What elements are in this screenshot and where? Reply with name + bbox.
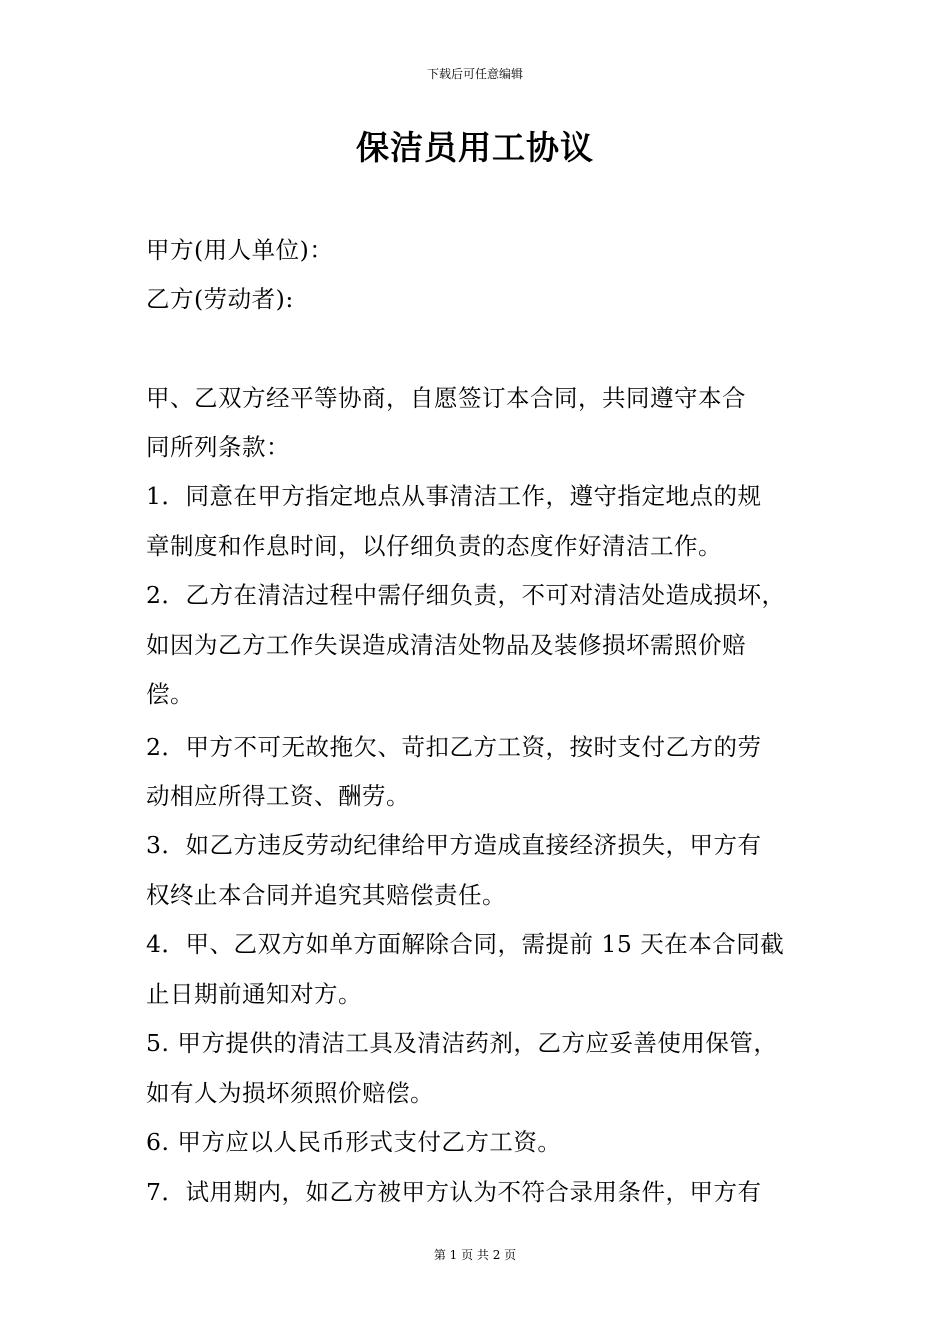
body-line: 同所列条款： [146, 433, 290, 461]
body-line: 甲、乙双方经平等协商，自愿签订本合同，共同遵守本合 [146, 384, 746, 412]
page-number-footer: 第 1 页 共 2 页 [433, 1248, 517, 1262]
body-line: 5. 甲方提供的清洁工具及清洁药剂，乙方应妥善使用保管， [146, 1029, 778, 1057]
body-line: 动相应所得工资、酬劳。 [146, 782, 410, 810]
body-line: 7．试用期内，如乙方被甲方认为不符合录用条件，甲方有 [146, 1178, 762, 1206]
body-line: 4．甲、乙双方如单方面解除合同，需提前 15 天在本合同截 [146, 930, 785, 958]
party-a-line: 甲方(用人单位)： [146, 236, 334, 264]
body-line: 3．如乙方违反劳动纪律给甲方造成直接经济损失，甲方有 [146, 831, 762, 859]
body-line: 权终止本合同并追究其赔偿责任。 [146, 881, 506, 909]
body-line: 偿。 [146, 680, 194, 708]
body-line: 止日期前通知对方。 [146, 980, 362, 1008]
party-b-line: 乙方(劳动者): [146, 285, 294, 313]
body-line: 2．乙方在清洁过程中需仔细负责，不可对清洁处造成损坏， [146, 581, 786, 609]
body-line: 6. 甲方应以人民币形式支付乙方工资。 [146, 1128, 562, 1156]
body-line: 如因为乙方工作失误造成清洁处物品及装修损坏需照价赔 [146, 631, 746, 659]
body-line: 1．同意在甲方指定地点从事清洁工作，遵守指定地点的规 [146, 482, 762, 510]
body-line: 章制度和作息时间，以仔细负责的态度作好清洁工作。 [146, 532, 722, 560]
header-note: 下载后可任意编辑 [426, 67, 523, 81]
body-line: 2．甲方不可无故拖欠、苛扣乙方工资，按时支付乙方的劳 [146, 733, 762, 761]
body-line: 如有人为损坏须照价赔偿。 [146, 1079, 434, 1107]
document-title: 保洁员用工协议 [356, 128, 594, 167]
